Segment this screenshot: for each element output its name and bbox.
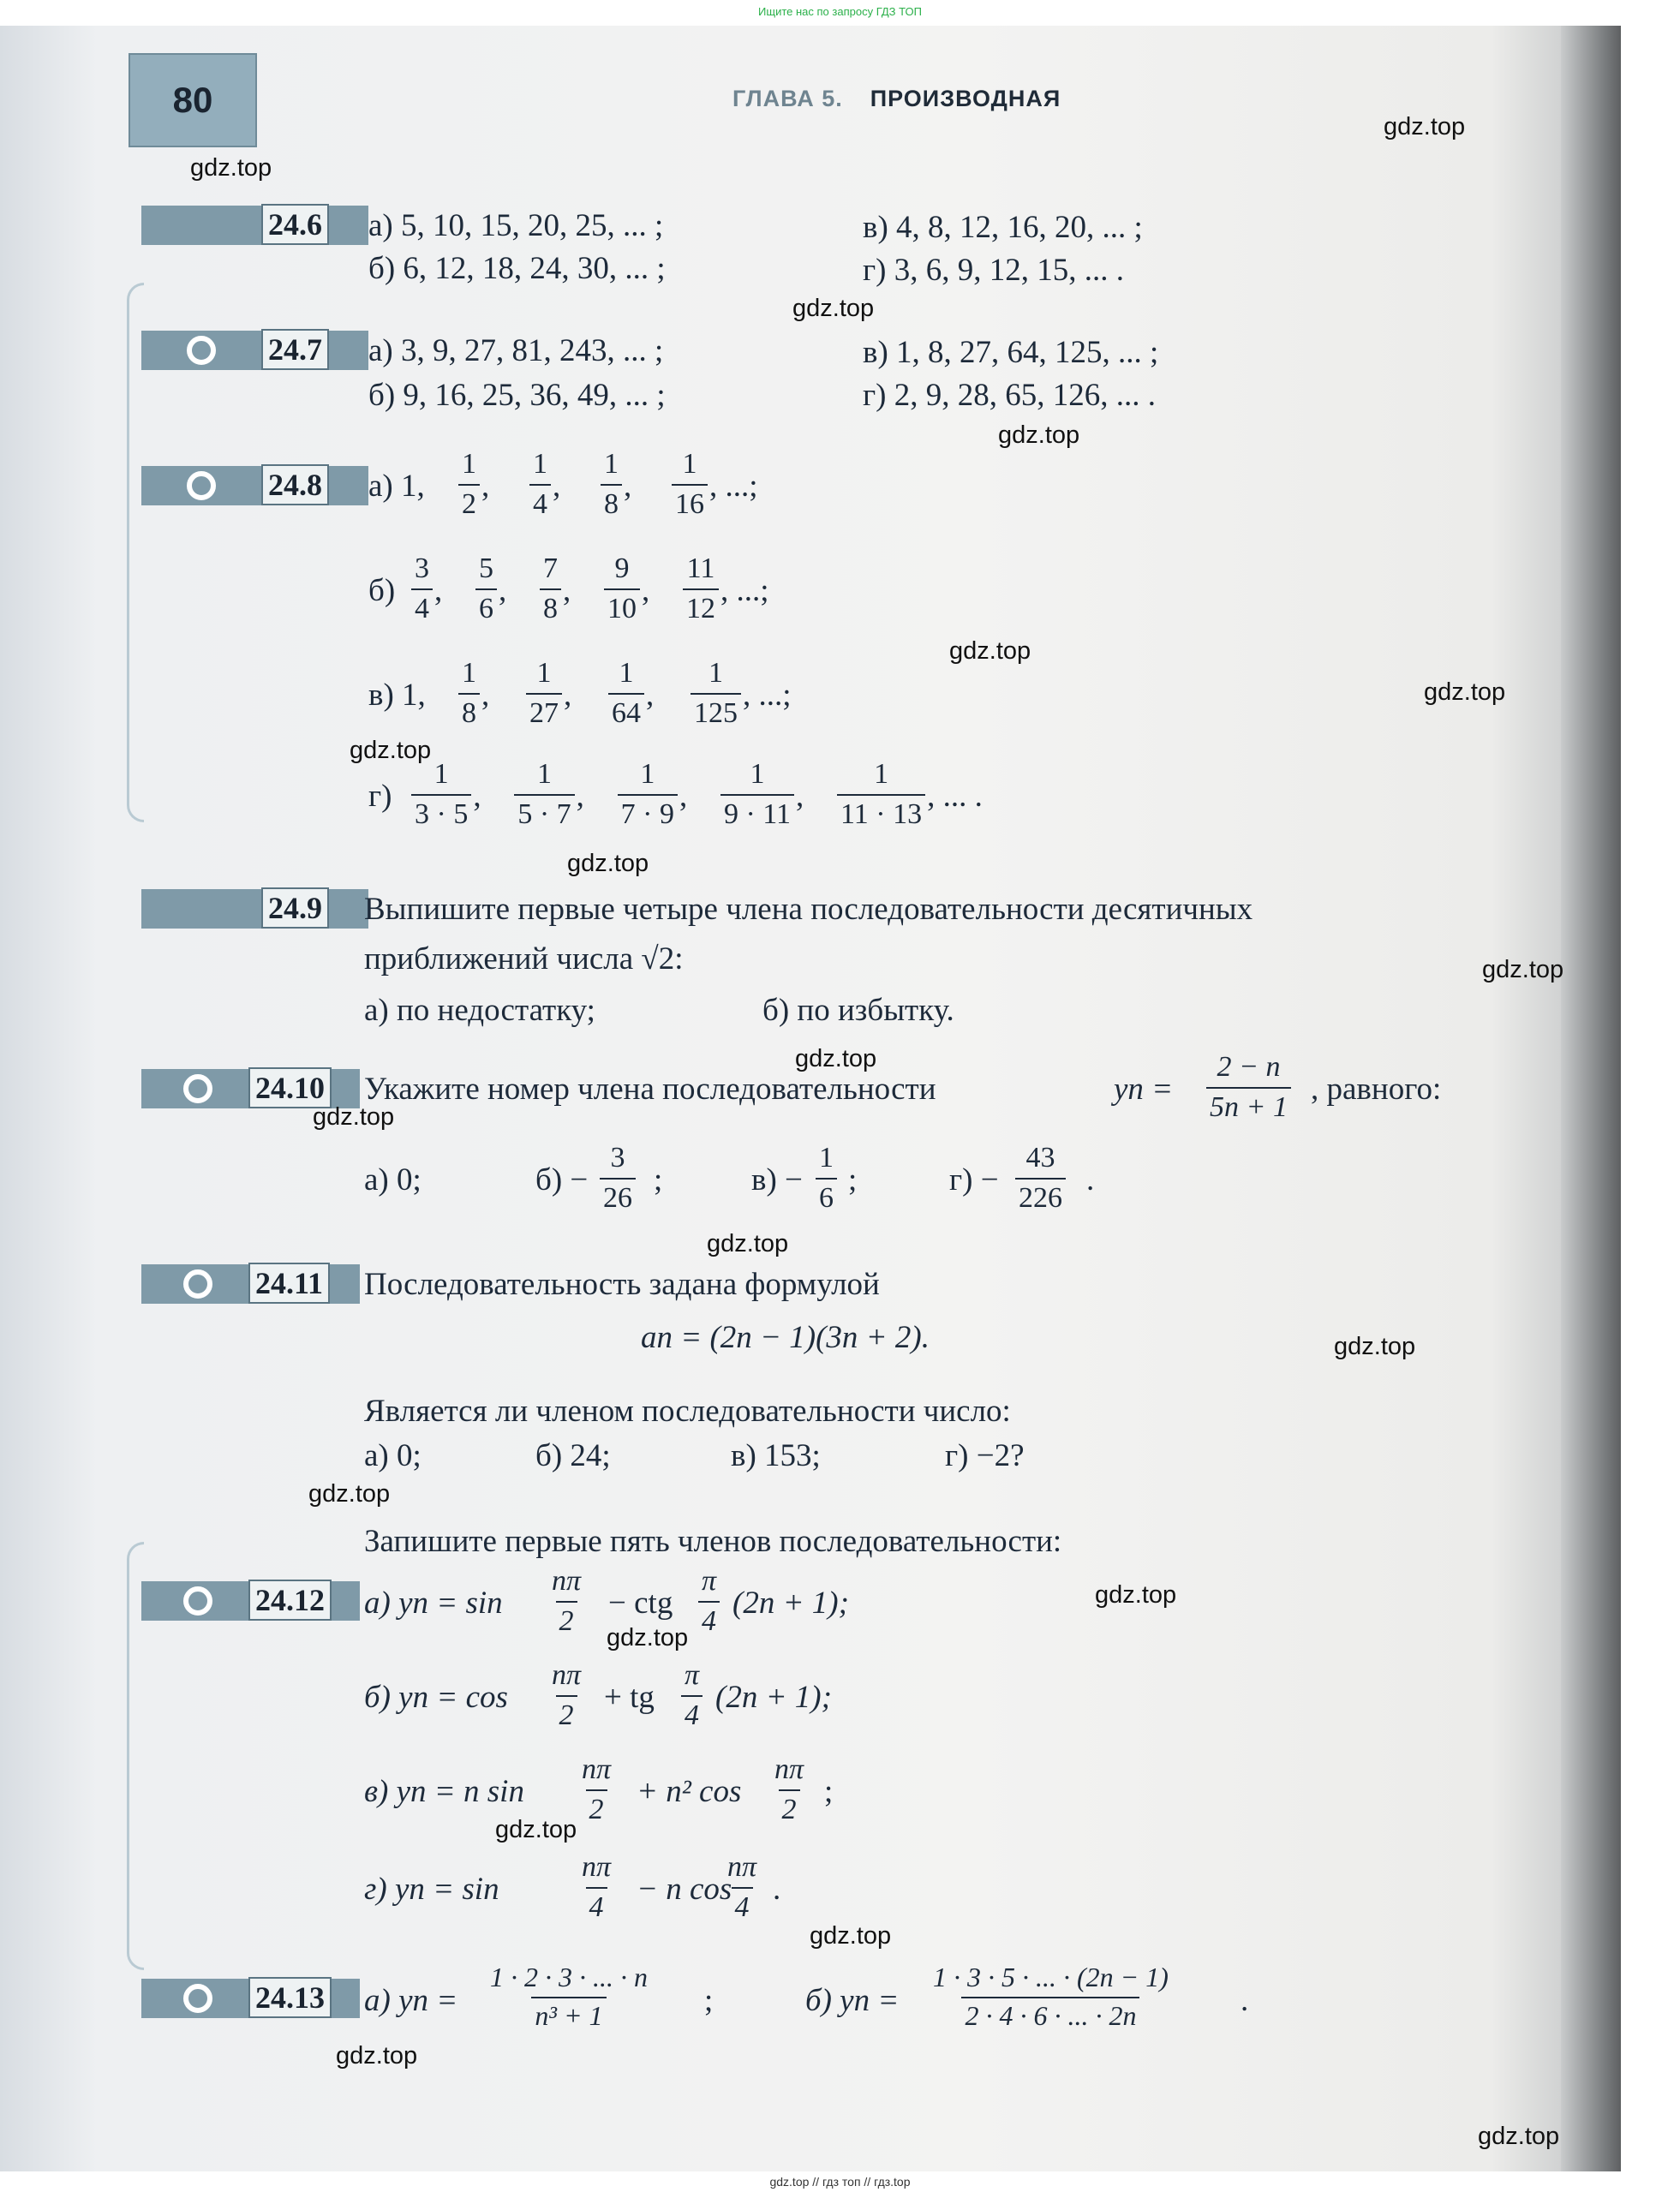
operator: − n cos <box>637 1872 732 1907</box>
fraction <box>411 757 471 831</box>
problem-text: Укажите номер члена последовательности <box>364 1072 936 1107</box>
numerator: 1 <box>536 657 552 689</box>
problem-number: 24.13 <box>248 1977 332 2018</box>
problem-band <box>141 331 368 370</box>
fraction <box>601 447 622 521</box>
tail: . <box>1241 1983 1249 2018</box>
numerator: 5 <box>479 552 493 584</box>
page-number: 80 <box>129 53 257 147</box>
numerator: nπ <box>582 1753 612 1785</box>
fraction <box>514 757 574 831</box>
fraction <box>604 552 640 625</box>
separator: , <box>434 573 443 608</box>
fraction <box>540 552 561 625</box>
answer-b: б) 24; <box>535 1438 611 1473</box>
watermark: gdz.top <box>1478 2123 1560 2150</box>
denominator: 226 <box>1015 1178 1066 1215</box>
answer-v: в) 4, 8, 12, 16, 20, ... ; <box>863 210 1143 245</box>
formula: an = (2n − 1)(3n + 2). <box>641 1320 930 1355</box>
numerator: nπ <box>774 1753 804 1785</box>
tail: . <box>773 1872 781 1907</box>
answer-v: в) 153; <box>731 1438 821 1473</box>
answer-b: б) yn = cos <box>364 1680 508 1715</box>
separator: , <box>481 469 490 504</box>
numerator: 1 <box>708 657 723 689</box>
circle-marker-icon <box>183 1586 212 1616</box>
numerator: nπ <box>552 1565 582 1597</box>
separator: , ...; <box>743 678 792 713</box>
tail: ; <box>824 1774 834 1809</box>
tail: (2n + 1); <box>732 1586 849 1621</box>
answer-b: б) 6, 12, 18, 24, 30, ... ; <box>368 251 666 286</box>
answer-v-label: в) 1, <box>368 678 426 713</box>
fraction <box>548 1658 584 1732</box>
numerator: 9 <box>614 552 630 584</box>
watermark: gdz.top <box>190 154 272 182</box>
answer-g: г) −2? <box>945 1438 1025 1473</box>
denominator: 6 <box>475 588 497 625</box>
denominator: 4 <box>586 1887 607 1924</box>
numerator: 3 <box>415 552 429 584</box>
chapter-label: ГЛАВА 5. <box>732 86 843 111</box>
watermark: gdz.top <box>795 1045 877 1072</box>
chapter-title: ПРОИЗВОДНАЯ <box>870 86 1061 111</box>
fraction <box>691 656 741 730</box>
bottom-note: gdz.top // гдз топ // гдз.top <box>769 2175 911 2189</box>
answer-b: б) yn = <box>805 1983 900 2018</box>
denominator: 12 <box>683 588 719 625</box>
answer-g-label: г) <box>368 779 392 814</box>
problem-band <box>141 889 368 929</box>
answer-a: а) по недостатку; <box>364 993 595 1028</box>
numerator: 1 <box>750 758 765 790</box>
denominator: 2 <box>556 1695 577 1732</box>
fraction <box>600 1141 636 1215</box>
operator: − ctg <box>608 1586 673 1621</box>
denominator: 5n + 1 <box>1206 1087 1291 1124</box>
denominator: 16 <box>672 484 708 521</box>
numerator: 1 <box>536 758 552 790</box>
separator: , <box>679 779 688 814</box>
answer-v: в) − <box>751 1162 803 1198</box>
watermark: gdz.top <box>313 1103 395 1131</box>
problem-number: 24.6 <box>261 204 329 245</box>
separator: , <box>473 779 481 814</box>
numerator: nπ <box>552 1659 582 1691</box>
question-text: Является ли членом последовательности число: <box>364 1394 1011 1429</box>
problem-text-tail: , равного: <box>1311 1072 1442 1107</box>
separator: , <box>646 678 655 713</box>
denominator: 10 <box>604 588 640 625</box>
operator: + n² cos <box>637 1774 742 1809</box>
fraction <box>411 552 433 625</box>
fraction <box>720 757 794 831</box>
numerator: 1 <box>462 448 476 480</box>
fraction <box>837 757 925 831</box>
fraction <box>529 447 551 521</box>
denominator: 64 <box>608 693 644 730</box>
separator: , <box>553 469 561 504</box>
denominator: 6 <box>816 1178 837 1215</box>
numerator: π <box>685 1659 700 1691</box>
numerator: nπ <box>727 1851 757 1883</box>
answer-a: а) yn = sin <box>364 1586 503 1621</box>
circle-marker-icon <box>183 1074 212 1103</box>
problem-band <box>141 206 368 245</box>
answer-b: б) по избытку. <box>762 993 954 1028</box>
separator: , <box>564 678 572 713</box>
denominator: 2 <box>556 1601 577 1638</box>
problem-text: Последовательность задана формулой <box>364 1267 880 1302</box>
denominator: 4 <box>732 1887 753 1924</box>
watermark: gdz.top <box>1482 956 1564 983</box>
problem-number: 24.12 <box>248 1580 332 1621</box>
watermark: gdz.top <box>607 1624 689 1651</box>
watermark: gdz.top <box>1095 1581 1177 1609</box>
fraction <box>683 552 719 625</box>
denominator: 4 <box>681 1695 702 1732</box>
numerator: 2 − n <box>1217 1051 1281 1083</box>
denominator: 11 · 13 <box>837 794 925 831</box>
answer-a: а) 3, 9, 27, 81, 243, ... ; <box>368 333 664 368</box>
watermark: gdz.top <box>792 295 875 322</box>
fraction <box>930 1962 1172 2032</box>
problem-number: 24.10 <box>248 1067 332 1108</box>
fraction <box>681 1658 702 1732</box>
separator: , ...; <box>720 573 769 608</box>
denominator: 8 <box>458 693 480 730</box>
denominator: 3 · 5 <box>411 794 471 831</box>
answer-a: а) 0; <box>364 1162 421 1198</box>
circle-marker-icon <box>187 471 216 500</box>
book-spine <box>1561 26 1621 2171</box>
circle-marker-icon <box>183 1269 212 1299</box>
problem-text: Выпишите первые четыре члена последовательности десятичных <box>364 892 1253 927</box>
watermark: gdz.top <box>308 1480 391 1508</box>
numerator: nπ <box>582 1851 612 1883</box>
tail: ; <box>704 1983 714 2018</box>
answer-b: б) 9, 16, 25, 36, 49, ... ; <box>368 378 666 413</box>
separator: , <box>481 678 490 713</box>
denominator: 125 <box>691 693 741 730</box>
denominator: 9 · 11 <box>720 794 794 831</box>
watermark: gdz.top <box>1334 1333 1416 1360</box>
fraction <box>816 1141 837 1215</box>
problem-number: 24.7 <box>261 329 329 370</box>
denominator: 26 <box>600 1178 636 1215</box>
answer-a: а) yn = <box>364 1983 458 2018</box>
chapter-header <box>732 86 1061 112</box>
fraction <box>578 1753 614 1826</box>
problem-number: 24.9 <box>261 887 329 929</box>
separator: , <box>796 779 804 814</box>
section-intro: Запишите первые пять членов последовательности: <box>364 1524 1062 1559</box>
numerator: 1 <box>819 1142 834 1174</box>
semicolon: ; <box>654 1162 663 1198</box>
numerator: 3 <box>610 1142 625 1174</box>
denominator: 4 <box>698 1601 720 1638</box>
separator: , <box>624 469 632 504</box>
denominator: 4 <box>529 484 551 521</box>
numerator: 1 <box>433 758 449 790</box>
fraction <box>672 447 708 521</box>
denominator: n³ + 1 <box>531 1997 606 2032</box>
denominator: 2 <box>458 484 480 521</box>
problem-text: приближений числа √2: <box>364 941 684 977</box>
numerator: π <box>702 1565 717 1597</box>
denominator: 8 <box>540 588 561 625</box>
answer-a: а) 5, 10, 15, 20, 25, ... ; <box>368 208 664 243</box>
answer-g: г) yn = sin <box>364 1872 499 1907</box>
numerator: 1 · 3 · 5 · ... · (2n − 1) <box>933 1962 1169 1992</box>
answer-b: б) − <box>535 1162 589 1198</box>
numerator: 1 <box>682 448 697 480</box>
answer-b-label: б) <box>368 573 396 608</box>
problem-number: 24.11 <box>248 1263 330 1304</box>
fraction <box>698 1564 720 1638</box>
separator: , ... . <box>927 779 983 814</box>
separator: , <box>576 779 584 814</box>
numerator: 1 · 2 · 3 · ... · n <box>490 1962 648 1992</box>
numerator: 1 <box>533 448 547 480</box>
denominator: 27 <box>526 693 562 730</box>
answer-g: г) − <box>949 1162 999 1198</box>
watermark: gdz.top <box>1424 678 1506 706</box>
fraction <box>578 1850 614 1924</box>
watermark: gdz.top <box>567 850 649 877</box>
circle-marker-icon <box>187 336 216 365</box>
fraction <box>1206 1050 1291 1124</box>
separator: , ...; <box>709 469 758 504</box>
fraction <box>618 757 678 831</box>
watermark: gdz.top <box>1384 113 1466 140</box>
numerator: 1 <box>640 758 655 790</box>
numerator: 11 <box>686 552 715 584</box>
fraction <box>548 1564 584 1638</box>
formula-var: yn = <box>1114 1072 1174 1107</box>
numerator: 7 <box>543 552 558 584</box>
fraction <box>458 447 480 521</box>
problem-number: 24.8 <box>261 464 329 505</box>
denominator: 2 <box>586 1789 607 1826</box>
answer-a-label: а) 1, <box>368 469 425 504</box>
circle-marker-icon <box>183 1984 212 2013</box>
fraction <box>487 1962 651 2032</box>
numerator: 1 <box>604 448 619 480</box>
denominator: 4 <box>411 588 433 625</box>
numerator: 1 <box>462 657 476 689</box>
numerator: 43 <box>1025 1142 1055 1174</box>
denominator: 2 · 4 · 6 · ... · 2n <box>961 1997 1139 2032</box>
watermark: gdz.top <box>336 2042 418 2070</box>
answer-g: г) 2, 9, 28, 65, 126, ... . <box>863 378 1156 413</box>
fraction <box>526 656 562 730</box>
answer-v: в) yn = n sin <box>364 1774 524 1809</box>
problem-band <box>141 466 368 505</box>
answer-v: в) 1, 8, 27, 64, 125, ... ; <box>863 335 1159 370</box>
numerator: 1 <box>874 758 889 790</box>
denominator: 8 <box>601 484 622 521</box>
separator: , <box>499 573 507 608</box>
denominator: 7 · 9 <box>618 794 678 831</box>
top-note: Ищите нас по запросу ГДЗ ТОП <box>758 5 922 18</box>
denominator: 5 · 7 <box>514 794 574 831</box>
fraction <box>724 1850 760 1924</box>
semicolon: ; <box>848 1162 858 1198</box>
fraction <box>1015 1141 1066 1215</box>
denominator: 2 <box>779 1789 800 1826</box>
separator: , <box>563 573 571 608</box>
numerator: 1 <box>619 657 634 689</box>
watermark: gdz.top <box>810 1922 892 1950</box>
watermark: gdz.top <box>949 637 1031 665</box>
watermark: gdz.top <box>707 1230 789 1257</box>
answer-g: г) 3, 6, 9, 12, 15, ... . <box>863 253 1124 288</box>
watermark: gdz.top <box>495 1816 577 1843</box>
tail: (2n + 1); <box>715 1680 832 1715</box>
fraction <box>771 1753 807 1826</box>
fraction <box>608 656 644 730</box>
watermark: gdz.top <box>350 737 432 764</box>
watermark: gdz.top <box>998 421 1080 449</box>
answer-a: а) 0; <box>364 1438 421 1473</box>
fraction <box>475 552 497 625</box>
fraction <box>458 656 480 730</box>
separator: , <box>642 573 650 608</box>
dot: . <box>1086 1162 1095 1198</box>
operator: + tg <box>604 1680 655 1715</box>
